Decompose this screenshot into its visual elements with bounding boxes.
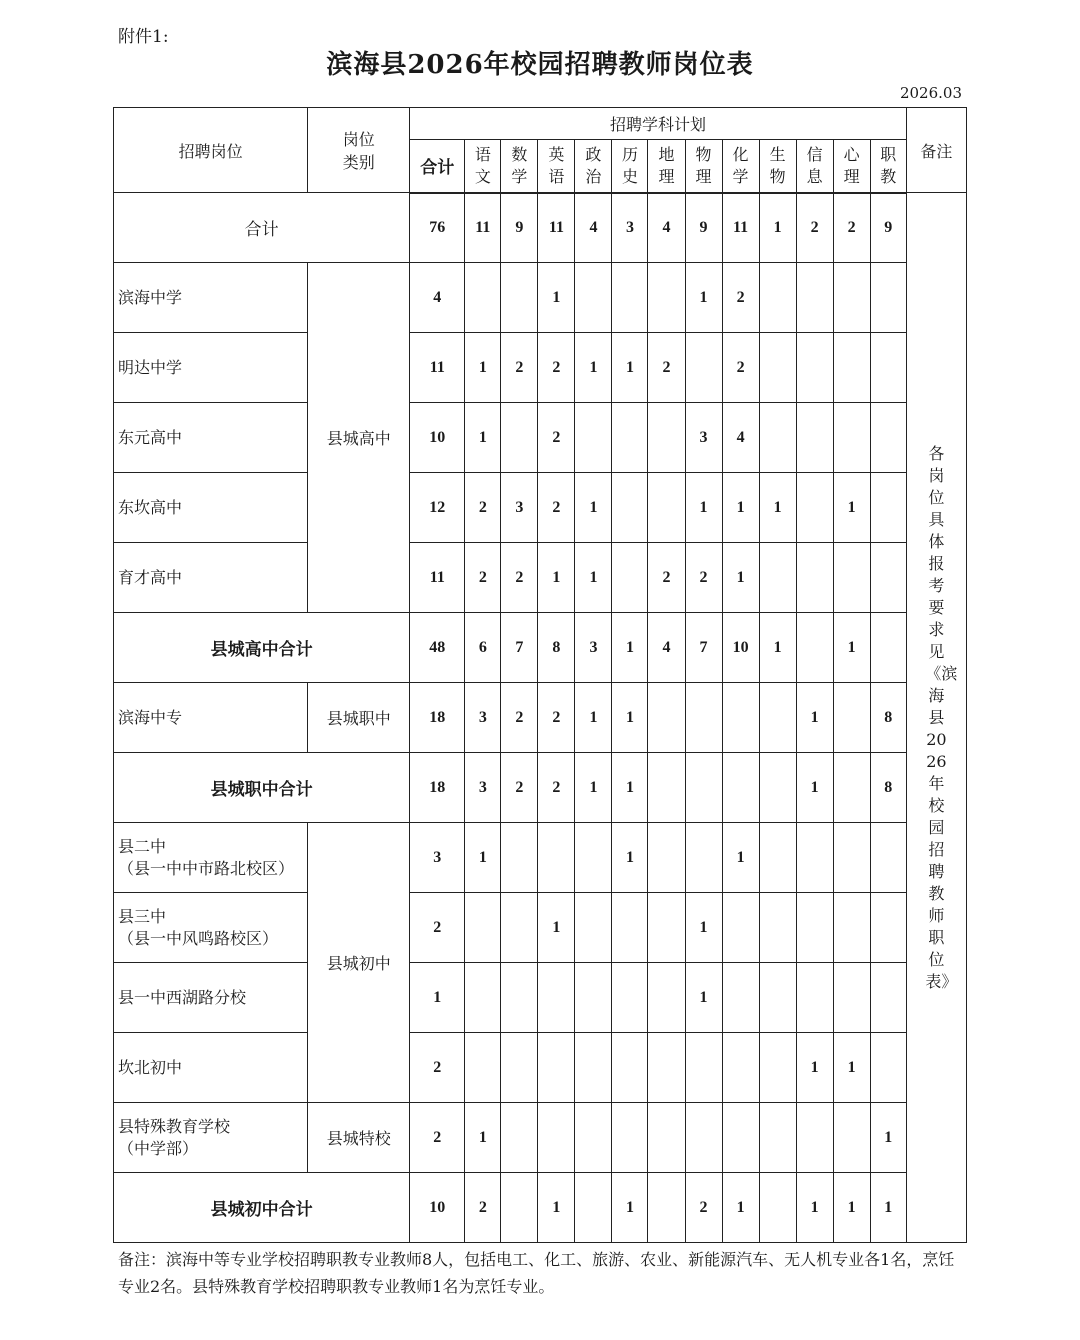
subject-cell [833, 683, 870, 753]
table-row [114, 1103, 967, 1173]
subject-cell: 1 [538, 263, 575, 333]
subject-cell: 2 [685, 543, 722, 613]
subject-cell [870, 1033, 906, 1103]
subject-cell [685, 333, 722, 403]
subject-cell: 1 [465, 823, 501, 893]
subject-cell [648, 753, 685, 823]
subject-cell [759, 543, 796, 613]
subject-cell [685, 683, 722, 753]
table-row [114, 963, 967, 1033]
grand-total-cell: 11 [465, 193, 501, 263]
subject-cell: 2 [465, 473, 501, 543]
subject-cell: 7 [685, 613, 722, 683]
subject-cell [796, 333, 833, 403]
category-cell: 县城高中 [308, 263, 410, 613]
grand-total-cell: 2 [833, 193, 870, 263]
subject-cell [833, 963, 870, 1033]
attachment-label: 附件1: [118, 27, 169, 47]
subject-cell [833, 543, 870, 613]
subject-cell [796, 613, 833, 683]
subject-cell: 1 [833, 1033, 870, 1103]
subject-cell [575, 893, 612, 963]
subject-cell [722, 683, 759, 753]
school-name: 县特殊教育学校 （中学部） [114, 1103, 308, 1173]
subject-cell [648, 963, 685, 1033]
row-total: 10 [410, 403, 465, 473]
subject-cell [685, 753, 722, 823]
subject-cell [648, 823, 685, 893]
subject-cell [501, 1033, 538, 1103]
subject-cell: 2 [465, 543, 501, 613]
subject-cell [796, 963, 833, 1033]
school-name: 县二中 （县一中中市路北校区） [114, 823, 308, 893]
header-subject: 心 理 [833, 140, 870, 193]
subject-cell [648, 473, 685, 543]
subject-cell: 2 [465, 1173, 501, 1243]
subtotal-label: 县城高中合计 [114, 613, 410, 683]
subject-cell [759, 1103, 796, 1173]
subject-cell: 3 [501, 473, 538, 543]
subject-cell [575, 263, 612, 333]
subject-cell [612, 893, 648, 963]
header-subject: 语 文 [465, 140, 501, 193]
grand-total-cell: 9 [685, 193, 722, 263]
subject-cell: 1 [612, 613, 648, 683]
subject-cell: 1 [575, 683, 612, 753]
document-date: 2026.03 [899, 84, 962, 102]
subject-cell: 1 [796, 1033, 833, 1103]
row-total: 11 [410, 333, 465, 403]
subject-cell: 1 [685, 263, 722, 333]
footnote: 备注：滨海中等专业学校招聘职教专业教师8人，包括电工、化工、旅游、农业、新能源汽车、无人机专业各1名，烹饪专业2名。县特殊教育学校招聘职教专业教师1名为烹饪专业。 [118, 1250, 955, 1296]
subject-cell [648, 893, 685, 963]
subject-cell: 1 [796, 1173, 833, 1243]
subject-cell: 1 [870, 1173, 906, 1243]
subject-cell [759, 683, 796, 753]
subject-cell: 3 [465, 683, 501, 753]
subject-cell: 8 [870, 753, 906, 823]
subject-cell: 1 [575, 543, 612, 613]
row-total: 3 [410, 823, 465, 893]
subject-cell [685, 1103, 722, 1173]
subject-cell [501, 1103, 538, 1173]
school-name: 滨海中学 [114, 263, 308, 333]
row-total: 18 [410, 683, 465, 753]
subject-cell: 2 [538, 333, 575, 403]
subject-cell: 2 [538, 753, 575, 823]
subject-cell [685, 823, 722, 893]
subject-cell: 4 [722, 403, 759, 473]
subject-cell [759, 263, 796, 333]
school-name: 滨海中专 [114, 683, 308, 753]
header-subject: 物 理 [685, 140, 722, 193]
subject-cell [833, 263, 870, 333]
page-title: 滨海县2026年校园招聘教师岗位表 [326, 50, 754, 80]
subject-cell: 2 [722, 263, 759, 333]
subject-cell: 2 [685, 1173, 722, 1243]
row-total: 4 [410, 263, 465, 333]
subject-cell [796, 823, 833, 893]
subject-cell: 2 [538, 473, 575, 543]
subject-cell: 1 [612, 683, 648, 753]
grand-total-cell: 1 [759, 193, 796, 263]
subject-cell: 1 [870, 1103, 906, 1173]
subject-cell [722, 1103, 759, 1173]
table-row [114, 333, 967, 403]
subject-cell [870, 473, 906, 543]
school-name: 东元高中 [114, 403, 308, 473]
remarks-cell [906, 193, 966, 1243]
header-subject: 地 理 [648, 140, 685, 193]
subject-cell: 1 [796, 683, 833, 753]
grand-total-cell: 3 [612, 193, 648, 263]
subject-cell [870, 333, 906, 403]
subject-cell [759, 333, 796, 403]
subject-cell: 1 [759, 613, 796, 683]
grand-total-cell: 11 [538, 193, 575, 263]
subject-cell: 10 [722, 613, 759, 683]
subject-cell [870, 263, 906, 333]
row-total: 2 [410, 1103, 465, 1173]
subject-cell [538, 963, 575, 1033]
subject-cell: 1 [612, 333, 648, 403]
subject-cell: 1 [722, 473, 759, 543]
subject-cell [575, 823, 612, 893]
subject-cell: 1 [722, 1173, 759, 1243]
subject-cell: 3 [465, 753, 501, 823]
subject-cell [648, 263, 685, 333]
subject-cell [575, 1033, 612, 1103]
subject-cell [575, 963, 612, 1033]
header-remarks: 备注 [906, 108, 966, 193]
subject-cell [833, 753, 870, 823]
row-total: 2 [410, 893, 465, 963]
row-total: 12 [410, 473, 465, 543]
subject-cell [538, 823, 575, 893]
header-position: 招聘岗位 [114, 108, 308, 193]
header-plan: 招聘学科计划 [410, 108, 907, 140]
subject-cell [759, 1033, 796, 1103]
grand-total-cell: 4 [575, 193, 612, 263]
subject-cell [833, 823, 870, 893]
subject-cell [759, 1173, 796, 1243]
subject-cell [648, 403, 685, 473]
subject-cell [575, 403, 612, 473]
school-name: 坎北初中 [114, 1033, 308, 1103]
subject-cell: 1 [796, 753, 833, 823]
subject-cell: 2 [538, 683, 575, 753]
subject-cell [870, 613, 906, 683]
subject-cell: 1 [612, 753, 648, 823]
subject-cell [501, 893, 538, 963]
subject-cell [465, 263, 501, 333]
subject-cell [612, 403, 648, 473]
subject-cell [501, 403, 538, 473]
subject-cell [465, 893, 501, 963]
header-subject: 英 语 [538, 140, 575, 193]
subject-cell: 1 [833, 613, 870, 683]
subject-cell: 1 [538, 543, 575, 613]
subject-cell: 1 [722, 543, 759, 613]
subject-cell: 1 [612, 1173, 648, 1243]
subtotal-label: 县城初中合计 [114, 1173, 410, 1243]
school-name: 县一中西湖路分校 [114, 963, 308, 1033]
header-total: 合计 [410, 140, 465, 193]
subject-cell: 1 [575, 473, 612, 543]
subject-cell [759, 893, 796, 963]
subject-cell [759, 753, 796, 823]
subject-cell: 1 [575, 333, 612, 403]
row-total: 48 [410, 613, 465, 683]
category-cell: 县城初中 [308, 823, 410, 1103]
subject-cell: 1 [538, 1173, 575, 1243]
table-row [114, 823, 967, 893]
remarks-text: 各岗位具体报考要求见《滨海县2026年校园招聘教师职位表》 [925, 443, 958, 991]
row-total: 1 [410, 963, 465, 1033]
subject-cell [538, 1033, 575, 1103]
header-subject: 生 物 [759, 140, 796, 193]
subject-cell [870, 893, 906, 963]
subject-cell: 6 [465, 613, 501, 683]
subject-cell: 7 [501, 613, 538, 683]
subject-cell [612, 1033, 648, 1103]
subject-cell [612, 543, 648, 613]
subject-cell [648, 1173, 685, 1243]
table-row [114, 1173, 967, 1243]
subject-cell: 2 [501, 683, 538, 753]
subject-cell [501, 823, 538, 893]
subject-cell [501, 263, 538, 333]
subject-cell [870, 543, 906, 613]
subject-cell: 2 [538, 403, 575, 473]
subject-cell [501, 1173, 538, 1243]
subject-cell [833, 403, 870, 473]
header-category: 岗位 类别 [308, 108, 410, 193]
subject-cell [722, 893, 759, 963]
subject-cell [612, 263, 648, 333]
subject-cell [796, 543, 833, 613]
category-cell: 县城职中 [308, 683, 410, 753]
subject-cell [759, 963, 796, 1033]
subject-cell [575, 1173, 612, 1243]
grand-total-label: 合计 [114, 193, 410, 263]
subject-cell: 8 [538, 613, 575, 683]
subject-cell [833, 1103, 870, 1173]
subject-cell: 3 [575, 613, 612, 683]
subject-cell [722, 1033, 759, 1103]
subject-cell: 1 [722, 823, 759, 893]
recruitment-table [113, 107, 967, 1243]
subject-cell [465, 963, 501, 1033]
table-row [114, 893, 967, 963]
grand-total-value: 76 [410, 193, 465, 263]
subject-cell [833, 893, 870, 963]
subject-cell [759, 823, 796, 893]
subject-cell [722, 753, 759, 823]
header-subject: 信 息 [796, 140, 833, 193]
grand-total-cell: 2 [796, 193, 833, 263]
school-name: 东坎高中 [114, 473, 308, 543]
subject-cell [870, 403, 906, 473]
subject-cell: 1 [538, 893, 575, 963]
grand-total-cell: 9 [870, 193, 906, 263]
subject-cell: 8 [870, 683, 906, 753]
subject-cell [833, 333, 870, 403]
subject-cell [538, 1103, 575, 1173]
subject-cell: 2 [722, 333, 759, 403]
subject-cell: 1 [833, 1173, 870, 1243]
table-row [114, 753, 967, 823]
subject-cell: 1 [465, 403, 501, 473]
header-subject: 政 治 [575, 140, 612, 193]
subject-cell: 2 [501, 753, 538, 823]
subject-cell: 1 [685, 473, 722, 543]
subject-cell [612, 1103, 648, 1173]
subject-cell: 1 [465, 1103, 501, 1173]
subject-cell: 3 [685, 403, 722, 473]
subject-cell: 1 [833, 473, 870, 543]
subject-cell: 2 [648, 543, 685, 613]
subject-cell [648, 1033, 685, 1103]
row-total: 18 [410, 753, 465, 823]
row-total: 10 [410, 1173, 465, 1243]
table-row [114, 263, 967, 333]
subject-cell [796, 893, 833, 963]
table-row [114, 683, 967, 753]
row-total: 2 [410, 1033, 465, 1103]
subject-cell [501, 963, 538, 1033]
subject-cell: 2 [501, 333, 538, 403]
table-row [114, 473, 967, 543]
subject-cell: 1 [759, 473, 796, 543]
subject-cell: 1 [612, 823, 648, 893]
header-subject: 化 学 [722, 140, 759, 193]
subject-cell: 1 [685, 963, 722, 1033]
subject-cell [612, 963, 648, 1033]
school-name: 明达中学 [114, 333, 308, 403]
subject-cell [722, 963, 759, 1033]
school-name: 育才高中 [114, 543, 308, 613]
subject-cell: 4 [648, 613, 685, 683]
subject-cell [648, 1103, 685, 1173]
subject-cell [685, 1033, 722, 1103]
header-subject: 职 教 [870, 140, 906, 193]
subject-cell: 2 [648, 333, 685, 403]
header-subject: 数 学 [501, 140, 538, 193]
table-row [114, 1033, 967, 1103]
subject-cell [648, 683, 685, 753]
table-row [114, 613, 967, 683]
table-row [114, 403, 967, 473]
table-row [114, 543, 967, 613]
subject-cell [870, 963, 906, 1033]
row-total: 11 [410, 543, 465, 613]
subject-cell: 1 [465, 333, 501, 403]
subject-cell [796, 473, 833, 543]
subject-cell: 1 [685, 893, 722, 963]
subject-cell [575, 1103, 612, 1173]
subject-cell [870, 823, 906, 893]
subject-cell [796, 403, 833, 473]
subject-cell: 2 [501, 543, 538, 613]
subject-cell [759, 403, 796, 473]
subject-cell [796, 263, 833, 333]
grand-total-cell: 9 [501, 193, 538, 263]
subject-cell [612, 473, 648, 543]
school-name: 县三中 （县一中风鸣路校区） [114, 893, 308, 963]
grand-total-cell: 4 [648, 193, 685, 263]
grand-total-cell: 11 [722, 193, 759, 263]
category-cell: 县城特校 [308, 1103, 410, 1173]
subject-cell [796, 1103, 833, 1173]
header-subject: 历 史 [612, 140, 648, 193]
subject-cell [465, 1033, 501, 1103]
subject-cell: 1 [575, 753, 612, 823]
subtotal-label: 县城职中合计 [114, 753, 410, 823]
